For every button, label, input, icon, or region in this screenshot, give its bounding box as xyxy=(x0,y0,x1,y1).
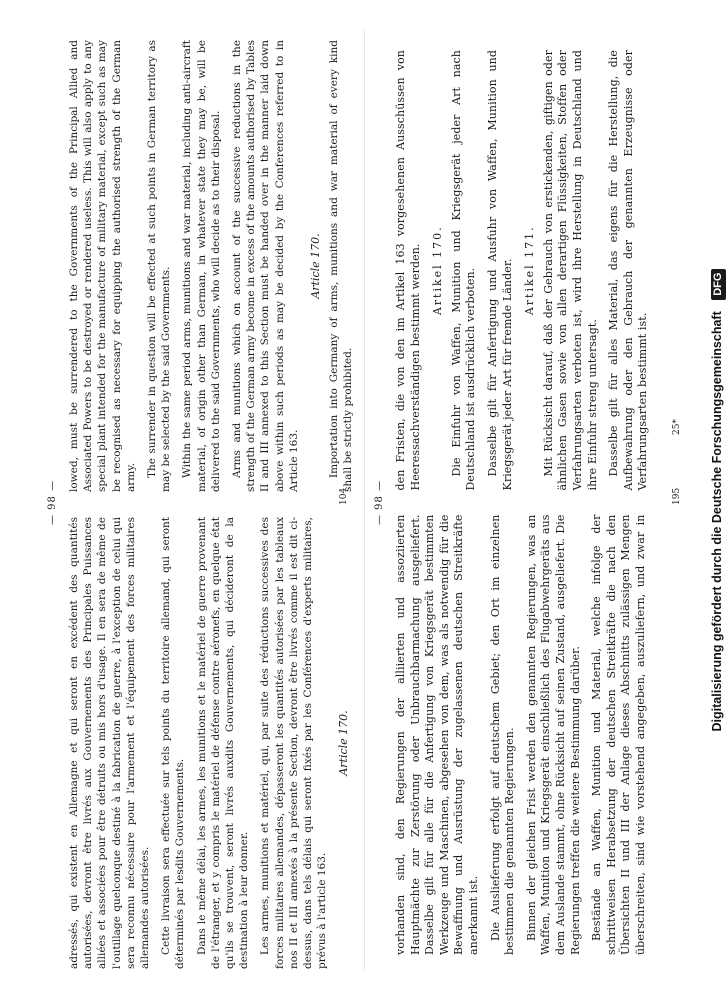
article-heading: Article 170. xyxy=(337,710,351,776)
paragraph: Binnen der gleichen Frist werden den genannten Regierungen, was an Waffen, Munition und Kriegsgerät einschließlich des Flugabwehrgeräts aus dem Auslande stammt, ohne Rücksicht auf seinen Zustand, ausgeliefert. Die Regierungen treffen die weitere Bestimmung darüber. xyxy=(524,514,582,955)
digitization-credit-strip xyxy=(708,0,727,1000)
english-text-column xyxy=(67,40,357,492)
right-page-signature-mark: 25* xyxy=(672,419,682,435)
article-heading: Article 170. xyxy=(309,233,323,299)
article-heading: Artikel 170. xyxy=(431,225,445,316)
paragraph: The surrender in question will be effected at such points in German territory as may be selected by the said Governments. xyxy=(146,40,173,492)
german-text-column xyxy=(394,50,662,955)
left-page-header: — 98 — xyxy=(47,479,58,525)
paragraph: Die Auslieferung erfolgt auf deutschem Gebiet; den Ort im einzelnen bestimmen die genannten Regierungen. xyxy=(488,514,517,955)
credit-text: Digitalisierung gefördert durch die Deutsche Forschungsgemeinschaft xyxy=(710,311,724,732)
right-page xyxy=(372,30,698,975)
paragraph: Importation into Germany of arms, munitions and war material of every kind shall be strictly prohibited. xyxy=(328,40,355,492)
paragraph: Die Einfuhr von Waffen, Munition und Kriegsgerät jeder Art nach Deutschland ist ausdrücklich verboten. xyxy=(449,50,478,491)
right-page-footer: 195 xyxy=(672,487,682,505)
paragraph: vorhanden sind, den Regierungen der alliierten und assoziierten Hauptmächte zur Zerstörung oder Unbrauchbarmachung ausgeliefert. Dasselbe gilt für alle für die Anfertigung von Kriegsgerät bestimmten Werkzeuge und Maschinen, abgesehen von dem, was als notwendig für die Bewaffnung und Ausrüstung der zugelassenen deutschen Streitkräfte anerkannt ist. xyxy=(394,514,480,955)
dfg-logo: DFG xyxy=(711,269,726,300)
right-page-header: — 98 — xyxy=(374,479,385,525)
left-page-footer: 104 xyxy=(339,487,349,505)
paragraph: Les armes, munitions et matériel, qui, par suite des réductions successives des forces militaires allemandes, dépasseront les quantités autorisées par les tableaux nos II et III annexés à la présente Section, devront être livrés comme il est dit ci-dessus, dans tels délais qui seront fixés par les Conférences d'experts militaires, prévus à l'article 163. xyxy=(259,517,329,969)
paragraph: adressés, qui existent en Allemagne et qui seront en excédent des quantités autorisées, devront être livrés aux Gouvernements des Principales Puissances alliées et associées pour être détruits ou mis hors d'usage. Il en sera de même de l'outillage quelconque destiné à la fabrication de guerre, à l'exception de celui qui sera reconnu nécessaire pour l'armement et l'équipement des forces militaires allemandes autorisées. xyxy=(68,517,152,969)
paragraph: Bestände an Waffen, Munition und Material, welche infolge der schrittweisen Herabsetzung der deutschen Streitkräfte die nach den Übersichten II und III der Anlage dieses Abschnitts zulässigen Mengen überschreiten, sind wie vorstehend angegeben, auszuliefern, und zwar in den Fristen, die von den im Artikel 163 vorgesehenen Ausschüssen von Heeressachverständigen bestimmt werden. xyxy=(394,50,647,955)
french-text-column xyxy=(67,517,357,969)
paragraph: Dans le même délai, les armes, les munitions et le matériel de guerre provenant de l'étranger, et y compris le matériel de défense contre aéronefs, en quelque état qu'ils se trouvent, seront livrés auxdits Gouvernements, qui décideront de la destination à leur donner. xyxy=(195,517,251,969)
left-page xyxy=(45,30,357,975)
paragraph: Dasselbe gilt für Anfertigung und Ausfuhr von Waffen, Munition und Kriegsgerät jeder Art für fremde Länder. xyxy=(485,50,514,491)
paragraph: lowed, must be surrendered to the Governments of the Principal Allied and Associated Powers to be destroyed or rendered useless. This will also apply to any special plant intended for the manufacture of military material, except such as may be recognised as necessary for equipping the authorised strength of the German army. xyxy=(68,40,137,492)
paragraph: Mit Rücksicht darauf, daß der Gebrauch von erstickenden, giftigen oder ähnlichen Gasen sowie von allen derartigen Flüssigkeiten, Stoffen oder Verfahrungsarten verboten ist, wird ihre Herstellung in Deutschland und ihre Einfuhr streng untersagt. xyxy=(541,50,599,491)
article-heading: Artikel 171. xyxy=(523,225,537,316)
paragraph xyxy=(356,517,357,969)
paragraph: Within the same period arms, munitions and war material, including anti-aircraft material, of origin other than German, in whatever state they may be, will be delivered to the said Governments, who will decide as to their disposal. xyxy=(181,40,222,492)
paragraph: Arms and munitions which on account of the successive reductions in the strength of the German army become in excess of the amounts authorised by Tables II and III annexed to this Section must be handed over in the manner laid down above within such periods as may be decided by the Conferences referred to in Article 163. xyxy=(231,40,300,492)
paragraph: Cette livraison sera effectuée sur tels points du territoire allemand, qui seront déterminés par lesdits Gouvernements. xyxy=(160,517,187,969)
page-spine xyxy=(364,30,365,970)
paragraph: Dasselbe gilt für alles Material, das eigens für die Herstellung, die Aufbewahrung oder den Gebrauch der genannten Erzeugnisse oder Verfahrungsarten bestimmt ist. xyxy=(607,50,650,491)
